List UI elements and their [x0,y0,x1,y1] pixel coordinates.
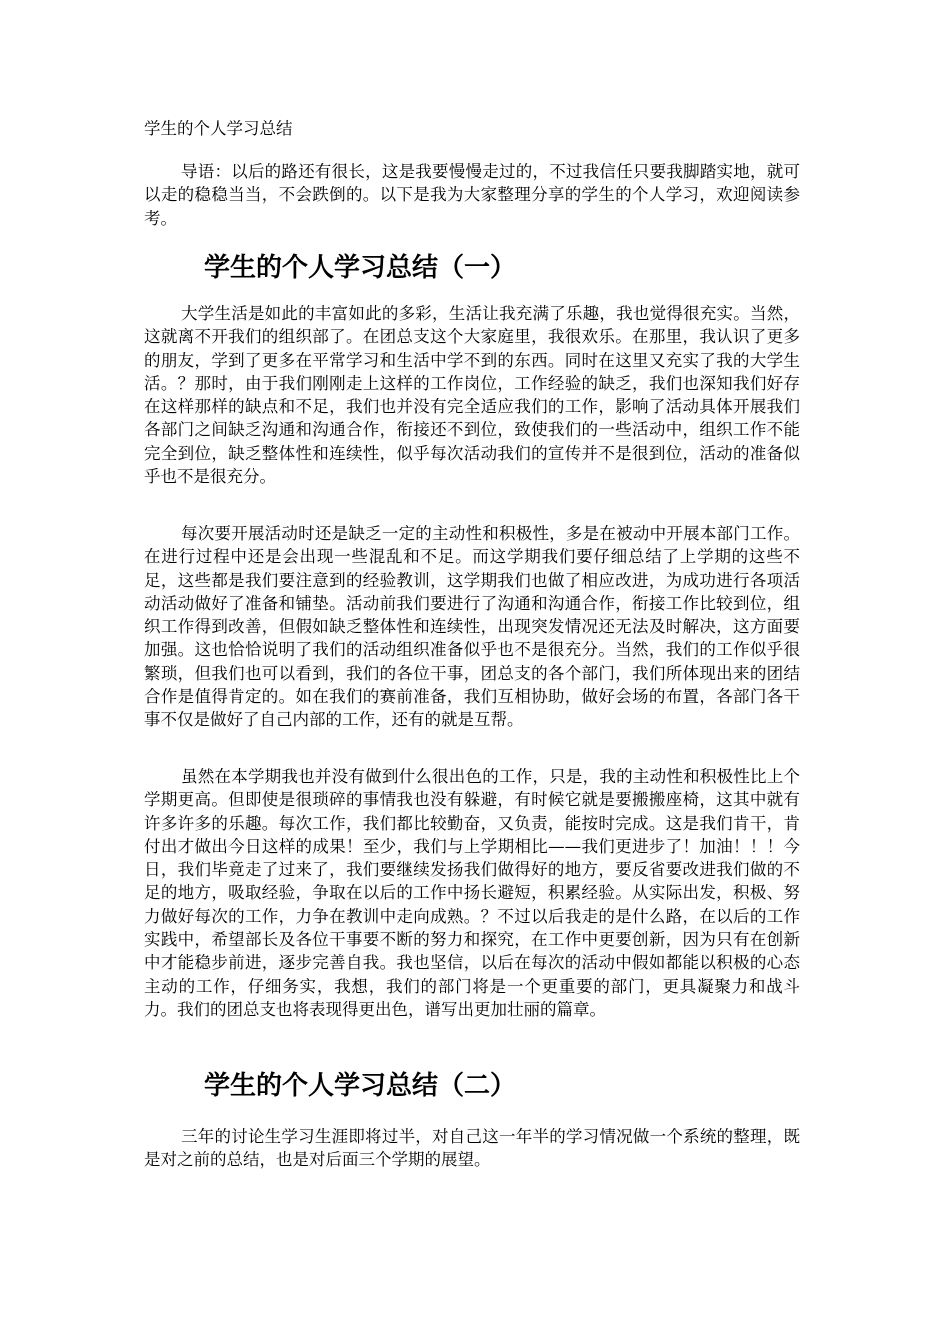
section-2-heading: 学生的个人学习总结（二） [204,1071,517,1101]
section-1-heading: 学生的个人学习总结（一） [204,253,517,283]
section-2-paragraph-1: 三年的讨论生学习生涯即将过半，对自己这一年半的学习情况做一个系统的整理，既是对之前的总结，也是对后面三个学期的展望。 [144,1127,800,1170]
section-1-paragraph-1: 大学生活是如此的丰富如此的多彩，生活让我充满了乐趣，我也觉得很充实。当然，这就离不开我们的组织部了。在团总支这个大家庭里，我很欢乐。在那里，我认识了更多的朋友，学到了更多在平常学习和生活中学不到的东西。同时在这里又充实了我的大学生活。？那时，由于我们刚刚走上这样的工作岗位，工作经验的缺乏，我们也深知我们好存在这样那样的缺点和不足，我们也并没有完全适应我们的工作，影响了活动具体开展我们各部门之间缺乏沟通和沟通合作，衔接还不到位，致使我们的一些活动中，组织工作不能完全到位，缺乏整体性和连续性，似乎每次活动我们的宣传并不是很到位，活动的准备似乎也不是很充分。 [144,304,800,487]
section-1-paragraph-2: 每次要开展活动时还是缺乏一定的主动性和积极性，多是在被动中开展本部门工作。在进行过程中还是会出现一些混乱和不足。而这学期我们要仔细总结了上学期的这些不足，这些都是我们要注意到的经验教训，这学期我们也做了相应改进，为成功进行各项活动活动做好了准备和铺垫。活动前我们要进行了沟通和沟通合作，衔接工作比较到位，组织工作得到改善，但假如缺乏整体性和连续性，出现突发情况还无法及时解决，这方面要加强。这也恰恰说明了我们的活动组织准备似乎也不是很充分。当然，我们的工作似乎很繁琐，但我们也可以看到，我们的各位干事，团总支的各个部门，我们所体现出来的团结合作是值得肯定的。如在我们的赛前准备，我们互相协助，做好会场的布置，各部门各干事不仅是做好了自己内部的工作，还有的就是互帮。 [144,524,800,730]
section-1-paragraph-3: 虽然在本学期我也并没有做到什么很出色的工作，只是，我的主动性和积极性比上个学期更高。但即使是很琐碎的事情我也没有躲避，有时候它就是要搬搬座椅，这其中就有许多许多的乐趣。每次工作，我们都比较勤奋，又负责，能按时完成。这是我们肯干，肯付出才做出今日这样的成果！至少，我们与上学期相比——我们更进步了！加油！！！今日，我们毕竟走了过来了，我们要继续发扬我们做得好的地方，要反省要改进我们做的不足的地方，吸取经验，争取在以后的工作中扬长避短，积累经验。从实际出发，积极、努力做好每次的工作，力争在教训中走向成熟。？不过以后我走的是什么路，在以后的工作实践中，希望部长及各位干事要不断的努力和探究，在工作中更要创新，因为只有在创新中才能稳步前进，逐步完善自我。我也坚信，以后在每次的活动中假如都能以积极的心态主动的工作，仔细务实，我想，我们的部门将是一个更重要的部门，更具凝聚力和战斗力。我们的团总支也将表现得更出色，谱写出更加壮丽的篇章。 [144,767,800,1019]
intro-paragraph: 导语：以后的路还有很长，这是我要慢慢走过的，不过我信任只要我脚踏实地，就可以走的稳稳当当，不会跌倒的。以下是我为大家整理分享的学生的个人学习，欢迎阅读参考。 [144,162,800,228]
document-title: 学生的个人学习总结 [144,119,293,138]
